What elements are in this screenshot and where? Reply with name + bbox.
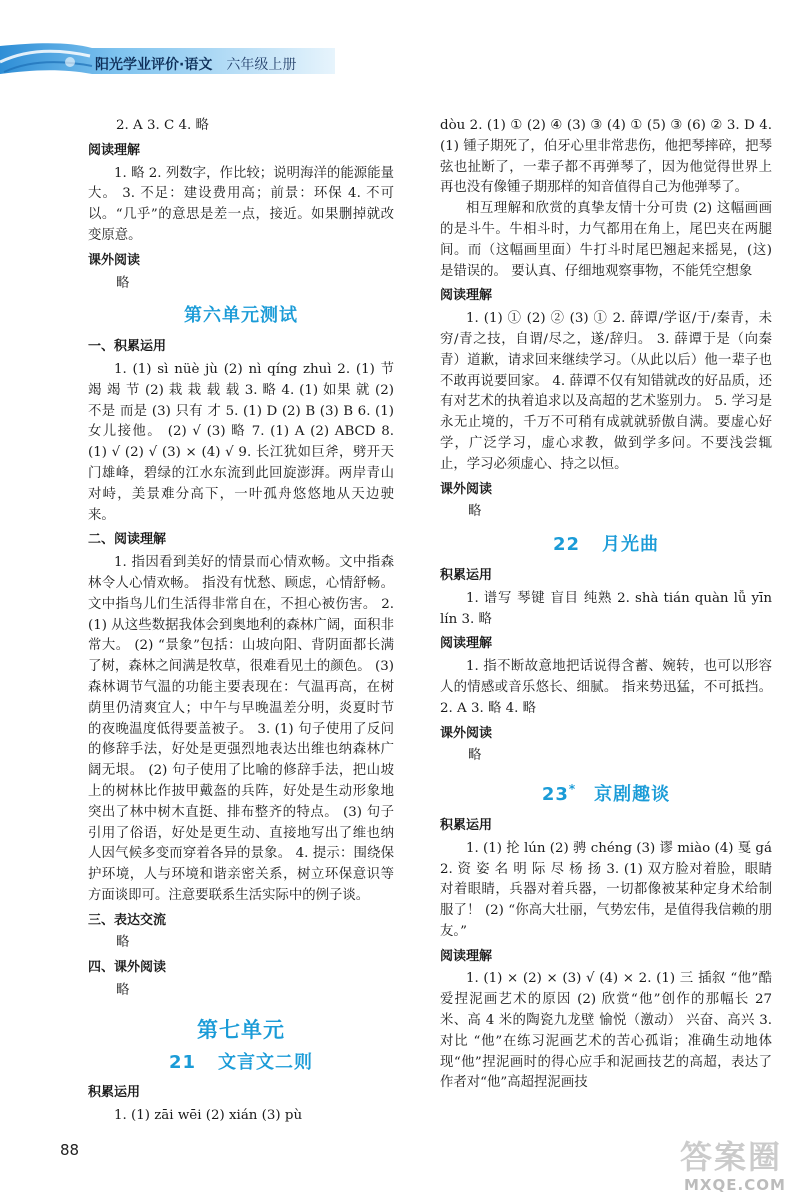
header-title (95, 54, 296, 74)
section-heading-extra-reading: 课外阅读 (440, 725, 493, 741)
answer-paragraph: 1. 略 2. 列数字，作比较；说明海洋的能源能量大。 3. 不足：建设费用高；前景：环保 4. 不可以。“几乎”的意思是差一点，接近。如果删掉就改变原意。 (88, 165, 394, 243)
unit-seven-title: 第七单元 (197, 1017, 285, 1042)
answer-line: 略 (116, 935, 130, 951)
lesson-name: 京剧趣谈 (594, 784, 671, 806)
optional-lesson-star: * (568, 782, 577, 797)
section-heading-reading: 阅读理解 (440, 948, 493, 964)
answer-paragraph: 相互理解和欣赏的真挚友情十分可贵 (2) 这幅画画的是斗牛。牛相斗时，力气都用在角上，尾巴夹在两腿间。而（这幅画里面）牛打斗时尾巴翘起来摇晃，(这) 是错误的。 要认真、仔细地观察事物，不能凭空想象 (440, 201, 772, 279)
lesson-21-title (88, 1053, 394, 1074)
section-heading-extra-reading: 课外阅读 (88, 252, 141, 268)
section-heading-reading: 阅读理解 (440, 636, 493, 652)
answer-paragraph: 1. (1) 抡 lún (2) 骋 chéng (3) 谬 miào (4) 戛 gá 2. 资 姿 名 明 际 尽 杨 扬 3. (1) 双方脸对着脸，眼睛对着眼睛，兵器对着兵器，一切都像被某种定身术给制服了！ (2) “你高大壮丽，气势宏伟，是值得我信赖的朋友。” (440, 840, 772, 939)
answer-paragraph: 1. (1) sì nüè jù (2) nì qíng zhuì 2. (1) 节 竭 竭 节 (2) 栽 栽 载 载 3. 略 4. (1) 如果 就 (2) 不是 而是 (3) 只有 才 5. (1) D (2) B (3) B 6. (1) 女儿接他。 (2) √ (3) 略 7. (1) A (2) ABCD 8. (1) √ (2) √ (3) × (4) √ 9. 长江犹如巨斧，劈开天门雄峰，碧绿的江水东流到此回旋澎湃。两岸青山对峙，美景难分高下，一叶孤舟悠悠地从天边驶来。 (88, 361, 394, 523)
lesson-name: 月光曲 (602, 534, 660, 556)
unit-six-test-title: 第六单元测试 (184, 305, 298, 327)
answer-paragraph: 1. (1) × (2) × (3) √ (4) × 2. (1) 三 插叙 “他”酷爱捏泥画艺术的原因 (2) 欣赏“他”创作的那幅长 27 米、高 4 米的陶瓷九龙壁 愉悦（激动） 兴奋、高兴 3. 对比 “他”在练习泥画艺术的苦心孤诣；准确生动地体现“他”捏泥画时的得心应手和泥画技艺的高超，表达了作者对“他”高超捏泥画技 (440, 971, 772, 1091)
header-banner (0, 40, 335, 80)
section-heading-reading: 阅读理解 (88, 142, 141, 158)
lesson-number: 21 (168, 1051, 197, 1073)
section-heading-accumulation: 一、积累运用 (88, 339, 167, 355)
series-title: 阳光学业评价·语文 (95, 57, 213, 73)
section-heading-reading: 阅读理解 (440, 288, 493, 304)
section-heading-accumulation: 积累运用 (88, 1085, 141, 1101)
answer-paragraph: 1. (1) ① (2) ② (3) ① 2. 薛谭/学讴/于/秦青，未穷/青之技，自谓/尽之，遂/辞归。 3. 薛谭于是（向秦青）道歉，请求回来继续学习。（从此以后）他一辈子也不敢再说要回家。 4. 薛谭不仅有知错就改的好品质，还有对艺术的执着追求以及高超的艺术鉴别力。 5. 学习是永无止境的，千万不可稍有成就就骄傲自满。要虚心好学，广泛学习，虚心求教，做到学多问。不要浅尝辄止，学习必须虚心、持之以恒。 (440, 311, 772, 472)
lesson-name: 文言文二则 (218, 1051, 314, 1073)
watermark-url: MXQE.COM (684, 1176, 786, 1194)
left-column (88, 116, 394, 1127)
answer-paragraph: 1. (1) zāi wēi (2) xián (3) pù (114, 1108, 303, 1124)
lesson-23-title (440, 779, 772, 806)
answer-paragraph: 1. 指因看到美好的情景而心情欢畅。文中指森林令人心情欢畅。 指没有忧愁、顾虑，心情舒畅。文中指鸟儿们生活得非常自在，不担心被伤害。 2. (1) 从这些数据我体会到奥地利的森林广阔，面积非常大。 (2) “景象”包括：山坡向阳、背阴面都长满了树，森林之间满是牧草，很难看见土的颜色。 (3) 森林调节气温的功能主要表现在：气温再高，在树荫里仍清爽宜人；中午与早晚温差分明，炎夏时节的夜晚温度低得要盖被子。 3. (1) 句子使用了反问的修辞手法，好处是更强烈地表达出维也纳森林广阔无垠。 (2) 句子使用了比喻的修辞手法，把山坡上的树林比作披甲戴盔的兵阵，好处是生动形象地突出了林中树木直挺、排布整齐的特点。 (3) 句子引用了俗语，好处是更生动、直接地写出了维也纳人因气候多变而穿着各异的景象。 4. 提示：围绕保护环境，人与环境和谐亲密关系，树立环保意识等方面谈即可。注意要联系生活实际中的例子谈。 (88, 555, 394, 903)
lesson-number: 23 (541, 784, 569, 806)
answer-line: 略 (116, 275, 130, 291)
answer-paragraph: 1. 谱写 琴键 盲目 纯熟 2. shà tián quàn lǚ yīn lín 3. 略 (440, 590, 772, 627)
answer-line: 2. A 3. C 4. 略 (116, 118, 209, 133)
answer-line: 略 (468, 504, 482, 520)
answer-line: 略 (116, 983, 130, 999)
right-column (440, 116, 772, 1094)
page-number: 88 (60, 1141, 80, 1159)
grade-label: 六年级上册 (226, 57, 297, 73)
section-heading-extra-reading: 课外阅读 (440, 481, 493, 497)
lesson-22-title (440, 535, 772, 556)
section-heading-reading: 二、阅读理解 (88, 532, 167, 548)
answer-paragraph: 1. 指不断故意地把话说得含蓄、婉转，也可以形容人的情感或音乐悠长、细腻。 指来势迅猛，不可抵挡。 2. A 3. 略 4. 略 (440, 659, 772, 716)
section-heading-accumulation: 积累运用 (440, 567, 493, 583)
section-heading-extra-reading: 四、课外阅读 (88, 960, 167, 976)
watermark-text: 答案圈 (680, 1138, 783, 1176)
section-heading-accumulation: 积累运用 (440, 817, 493, 833)
section-heading-expression: 三、表达交流 (88, 912, 167, 928)
answer-line: 略 (468, 748, 482, 764)
lesson-number: 22 (552, 534, 581, 556)
answer-paragraph: dòu 2. (1) ① (2) ④ (3) ③ (4) ① (5) ③ (6) ② 3. D 4. (1) 锺子期死了，伯牙心里非常悲伤，他把琴摔碎，把琴弦也扯断了，一辈子都不再弹琴了，因为他觉得世界上再也没有像锺子期那样的知音值得自己为他弹琴了。 (440, 118, 772, 196)
watermark-logo (664, 1128, 808, 1200)
